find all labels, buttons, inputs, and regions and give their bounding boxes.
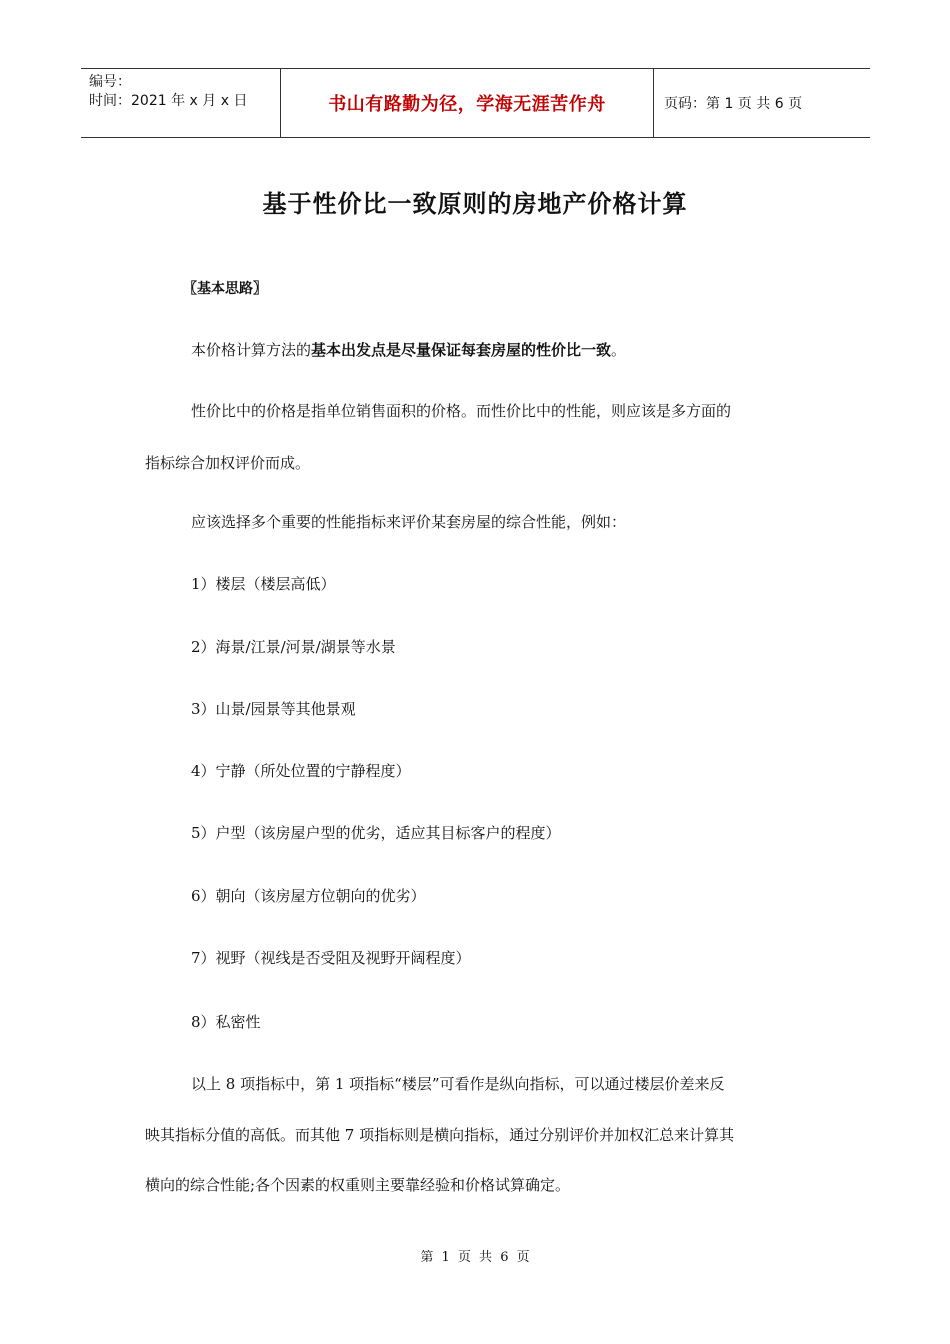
list-item: 8）私密性 (191, 1013, 261, 1031)
paragraph-3: 应该选择多个重要的性能指标来评价某套房屋的综合性能，例如： (191, 513, 627, 531)
list-item: 4）宁静（所处位置的宁静程度） (191, 762, 411, 780)
header-time-label: 时间：2021 年 x 月 x 日 (89, 93, 248, 109)
intro-bold: 基本出发点是尽量保证每套房屋的性价比一致 (311, 341, 612, 359)
header-number-label: 编号： (89, 74, 131, 90)
list-item: 3）山景/园景等其他景观 (191, 700, 356, 718)
list-item: 6）朝向（该房屋方位朝向的优劣） (191, 887, 426, 905)
paragraph-4-line-2: 映其指标分值的高低。而其他 7 项指标则是横向指标，通过分别评价并加权汇总来计算其 (145, 1126, 735, 1144)
paragraph-2-line-2: 指标综合加权评价而成。 (145, 454, 311, 472)
page-footer: 第 1 页 共 6 页 (420, 1250, 530, 1265)
paragraph-4-line-1: 以上 8 项指标中，第 1 项指标“楼层”可看作是纵向指标，可以通过楼层价差来反 (191, 1075, 725, 1093)
document-header (81, 68, 870, 138)
list-item: 5）户型（该房屋户型的优劣，适应其目标客户的程度） (191, 824, 561, 842)
header-meta (81, 69, 281, 137)
intro-suffix: 。 (611, 341, 627, 359)
header-motto: 书山有路勤为径，学海无涯苦作舟 (281, 69, 654, 137)
section-heading: 〖基本思路〗 (183, 281, 267, 297)
list-item: 2）海景/江景/河景/湖景等水景 (191, 638, 396, 656)
header-page-info: 页码：第 1 页 共 6 页 (664, 96, 803, 112)
list-item: 1）楼层（楼层高低） (191, 575, 336, 593)
paragraph-2-line-1: 性价比中的价格是指单位销售面积的价格。而性价比中的性能，则应该是多方面的 (191, 402, 732, 420)
intro-prefix: 本价格计算方法的 (191, 341, 312, 359)
document-title: 基于性价比一致原则的房地产价格计算 (262, 190, 688, 218)
paragraph-4-line-3: 横向的综合性能;各个因素的权重则主要靠经验和价格试算确定。 (145, 1176, 571, 1194)
intro-paragraph (191, 339, 626, 360)
list-item: 7）视野（视线是否受阻及视野开阔程度） (191, 949, 471, 967)
